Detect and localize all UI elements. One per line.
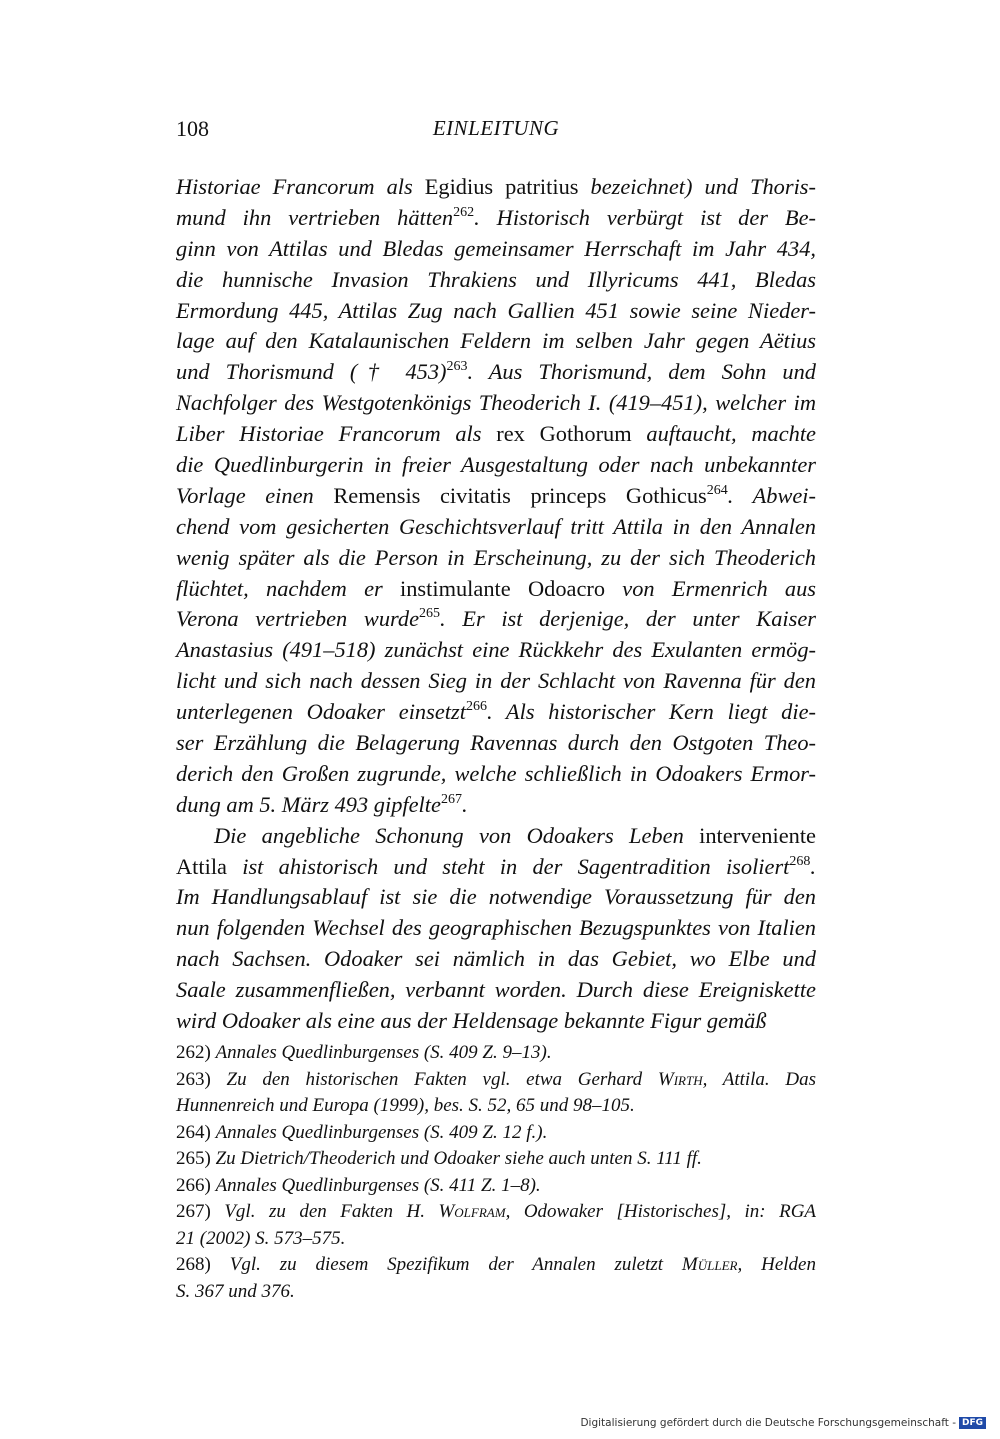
body-line [176,357,816,388]
footnote-text: , Attila. Das [702,1068,816,1090]
body-line [176,852,816,883]
footnote-text: , Helden [737,1254,816,1275]
footnote-ref: 267 [440,791,462,807]
footnote-text: 21 (2002) S. 573–575. [176,1227,346,1249]
footnote [176,1199,816,1252]
text-run: Im Handlungsablauf ist sie die notwendige Voraussetzung für den [176,884,816,910]
text-run: interveniente [699,822,816,848]
text-run: . [810,853,816,879]
text-run: ginn von Attilas und Bledas gemeinsamer Herrschaft im Jahr 434, [176,235,816,261]
text-run: . Abwei- [727,482,816,508]
text-run: Attila [176,853,243,879]
body-line [176,882,816,913]
footnote-text: Wirth [657,1068,703,1090]
footnote-line [176,1146,816,1173]
dfg-notice-text: Digitalisierung gefördert durch die Deutsche Forschungsgemeinschaft - [580,1417,956,1429]
footnote-text: Zu den historischen Fakten vgl. etwa Gerhard [226,1068,658,1090]
footnote-text: Wolfram [438,1201,506,1222]
body-line [176,635,816,666]
footnote [176,1120,816,1147]
footnote [176,1040,816,1067]
footnote-text: Annales Quedlinburgenses (S. 411 Z. 1–8). [215,1174,541,1196]
body-line [176,821,816,852]
footnote-number: 266) [176,1174,216,1196]
body-line [176,481,816,512]
body-line [176,512,816,543]
text-run: nun folgenden Wechsel des geographischen Bezugspunktes von Italien [176,915,816,941]
footnote-number: 263) [176,1068,227,1090]
footnote-line [176,1067,816,1094]
body-line [176,419,816,450]
footnote-ref: 265 [419,606,441,622]
text-run: chend vom gesicherten Geschichtsverlauf tritt Attila in den Annalen [176,513,816,539]
text-run: ser Erzählung die Belagerung Ravennas durch den Ostgoten Theo- [176,730,816,756]
footnote-number: 265) [176,1148,216,1169]
footnote-ref: 266 [465,699,487,715]
footnote-number: 262) [176,1042,216,1063]
footnote-ref: 264 [706,482,728,498]
footnote [176,1173,816,1200]
text-run: Liber Historiae Francorum als [176,421,497,447]
body-line [176,172,816,203]
text-run: Saale zusammenfließen, verbannt worden. Durch diese Ereigniskette [176,977,816,1003]
footnote-number: 268) [176,1254,230,1275]
text-run: wenig später als die Person in Erscheinung, zu der sich Theoderich [176,544,816,570]
body-line [176,604,816,635]
footnote-ref: 263 [446,359,468,375]
body-line [176,697,816,728]
body-line [176,234,816,265]
footnote-text: , Odowaker [Historisches], in: RGA [505,1201,817,1222]
text-run: . Als historischer Kern liegt die- [486,699,816,725]
footnote-text: Zu Dietrich/Theoderich und Odoaker siehe auch unten S. 111 ff. [215,1148,702,1169]
text-run: Ermordung 445, Attilas Zug nach Gallien 451 sowie seine Nieder- [176,297,816,323]
text-run: Vorlage einen [176,482,334,508]
running-head: EINLEITUNG [432,116,560,140]
footnote-line [176,1093,816,1120]
text-run: rex Gothorum [496,421,647,447]
footnote-text: S. 367 und 376. [176,1280,295,1302]
footnote [176,1146,816,1173]
footnote-text: Müller [681,1254,738,1275]
footnote-text: Vgl. zu den Fakten H. [224,1201,439,1222]
dfg-notice [580,1417,986,1429]
footnotes [176,1040,816,1305]
dfg-logo: DFG [959,1417,986,1429]
body-line [176,975,816,1006]
body-line [176,450,816,481]
text-run: und Thorismund († 453) [176,359,447,385]
page-number: 108 [176,116,209,141]
body-line [176,543,816,574]
footnote-line [176,1040,816,1067]
footnote-line [176,1226,816,1253]
text-run: licht und sich nach dessen Sieg in der Schlacht von Ravenna für den [176,668,816,694]
footnote-line [176,1120,816,1147]
body-line [176,790,816,821]
text-run: bezeichnet) und Thoris- [590,174,816,199]
footnote-ref: 262 [453,204,475,220]
text-run: dung am 5. März 493 gipfelte [176,791,441,817]
text-run: derich den Großen zugrunde, welche schließlich in Odoakers Ermor- [176,760,816,786]
text-run: Nachfolger des Westgotenkönigs Theoderich I. (419–451), welcher im [176,390,816,416]
text-run: wird Odoaker als eine aus der Heldensage bekannte Figur gemäß [176,1008,767,1034]
text-run: nach Sachsen. Odoaker sei nämlich in das Gebiet, wo Elbe und [176,946,816,972]
text-run: Verona vertrieben wurde [176,606,420,632]
body-line [176,944,816,975]
text-run: instimulante Odoacro [400,575,623,601]
footnote-line [176,1199,816,1226]
text-run: auftaucht, machte [646,421,816,447]
body-line [176,326,816,357]
footnote-number: 267) [176,1201,225,1222]
footnote [176,1252,816,1305]
footnote-ref: 268 [789,853,811,869]
body-line [176,574,816,605]
text-run: Egidius patritius [424,174,591,199]
text-run: unterlegenen Odoaker einsetzt [176,699,466,725]
body-line [176,1006,816,1037]
footnote-line [176,1252,816,1279]
text-run: lage auf den Katalaunischen Feldern im selben Jahr gegen Aëtius [176,328,816,354]
body-line [176,265,816,296]
text-run: Historiae Francorum als [176,174,425,199]
footnote-line [176,1173,816,1200]
text-run: Anastasius (491–518) zunächst eine Rückkehr des Exulanten ermög- [176,637,816,663]
footnote-text: Vgl. zu diesem Spezifikum der Annalen zuletzt [229,1254,682,1275]
text-run: . Historisch verbürgt ist der Be- [474,204,816,230]
footnote-text: Annales Quedlinburgenses (S. 409 Z. 12 f.). [215,1121,548,1143]
text-run: . [461,791,468,817]
text-run: die Quedlinburgerin in freier Ausgestaltung oder nach unbekannter [176,452,816,478]
page-header [176,116,816,148]
footnote-line [176,1279,816,1306]
text-run: die hunnische Invasion Thrakiens und Illyricums 441, Bledas [176,266,816,292]
text-run: . Aus Thorismund, dem Sohn und [467,359,816,385]
body-line [176,296,816,327]
text-run: von Ermenrich aus [622,575,816,601]
body-line [176,388,816,419]
body-line [176,759,816,790]
body-line [176,728,816,759]
text-run: ist ahistorisch und steht in der Sagentradition isoliert [242,853,790,879]
text-run: flüchtet, nachdem er [176,575,400,601]
footnote-text: Hunnenreich und Europa (1999), bes. S. 52, 65 und 98–105. [176,1095,635,1116]
body-line [176,913,816,944]
body-text [176,172,816,1037]
text-run: Die angebliche Schonung von Odoakers Leben [214,822,700,848]
text-run: mund ihn vertrieben hätten [176,204,454,230]
footnote-number: 264) [176,1121,216,1143]
body-line [176,666,816,697]
text-run: . Er ist derjenige, der unter Kaiser [440,606,817,632]
footnote [176,1067,816,1120]
text-run: Remensis civitatis princeps Gothicus [333,482,707,508]
footnote-text: Annales Quedlinburgenses (S. 409 Z. 9–13). [215,1042,552,1063]
body-line [176,203,816,234]
